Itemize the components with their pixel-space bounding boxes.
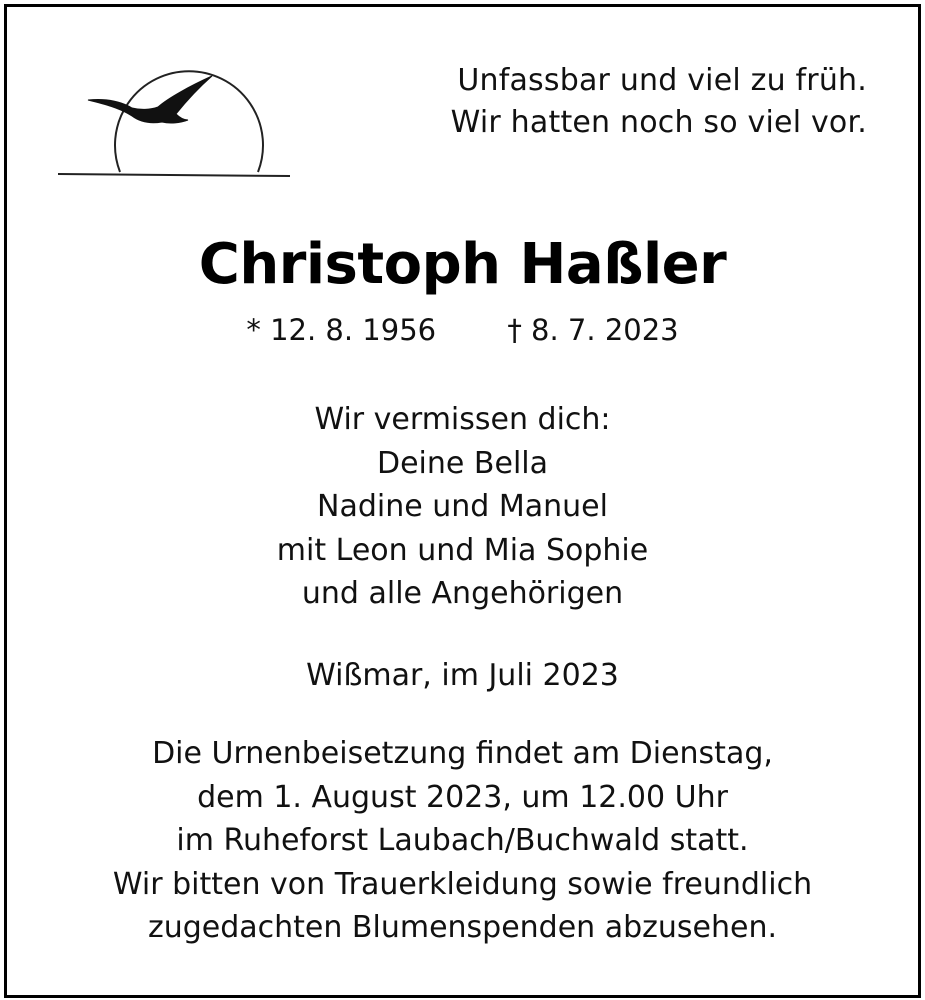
bird-sunset-emblem <box>58 60 298 185</box>
mourner-line: Nadine und Manuel <box>317 489 608 524</box>
notice-line: zugedachten Blumenspenden abzusehen. <box>147 910 778 945</box>
mourner-line: und alle Angehörigen <box>301 576 624 611</box>
notice-line: dem 1. August 2023, um 12.00 Uhr <box>197 779 728 815</box>
mourners-intro: Wir vermissen dich: <box>314 402 611 437</box>
burial-notice <box>0 732 925 950</box>
place-date-text: Wißmar, im Juli 2023 <box>306 658 619 693</box>
notice-line: Die Urnenbeisetzung findet am Dienstag, <box>152 736 773 771</box>
opening-quote <box>451 60 867 144</box>
place-and-date <box>0 654 925 698</box>
notice-line: Wir bitten von Trauerkleidung sowie freundlich <box>112 866 813 902</box>
deceased-name: Christoph Haßler <box>198 232 727 297</box>
mourners-list <box>0 398 925 616</box>
life-dates <box>0 310 925 350</box>
notice-line: im Ruheforst Laubach/Buchwald statt. <box>176 823 749 858</box>
birth-date: * 12. 8. 1956 <box>246 313 437 347</box>
mourner-line: mit Leon und Mia Sophie <box>276 532 649 568</box>
quote-line-2: Wir hatten noch so viel vor. <box>450 105 867 140</box>
quote-line-1: Unfassbar und viel zu früh. <box>457 63 867 98</box>
mourner-line: Deine Bella <box>377 445 548 481</box>
death-date: † 8. 7. 2023 <box>507 313 679 347</box>
